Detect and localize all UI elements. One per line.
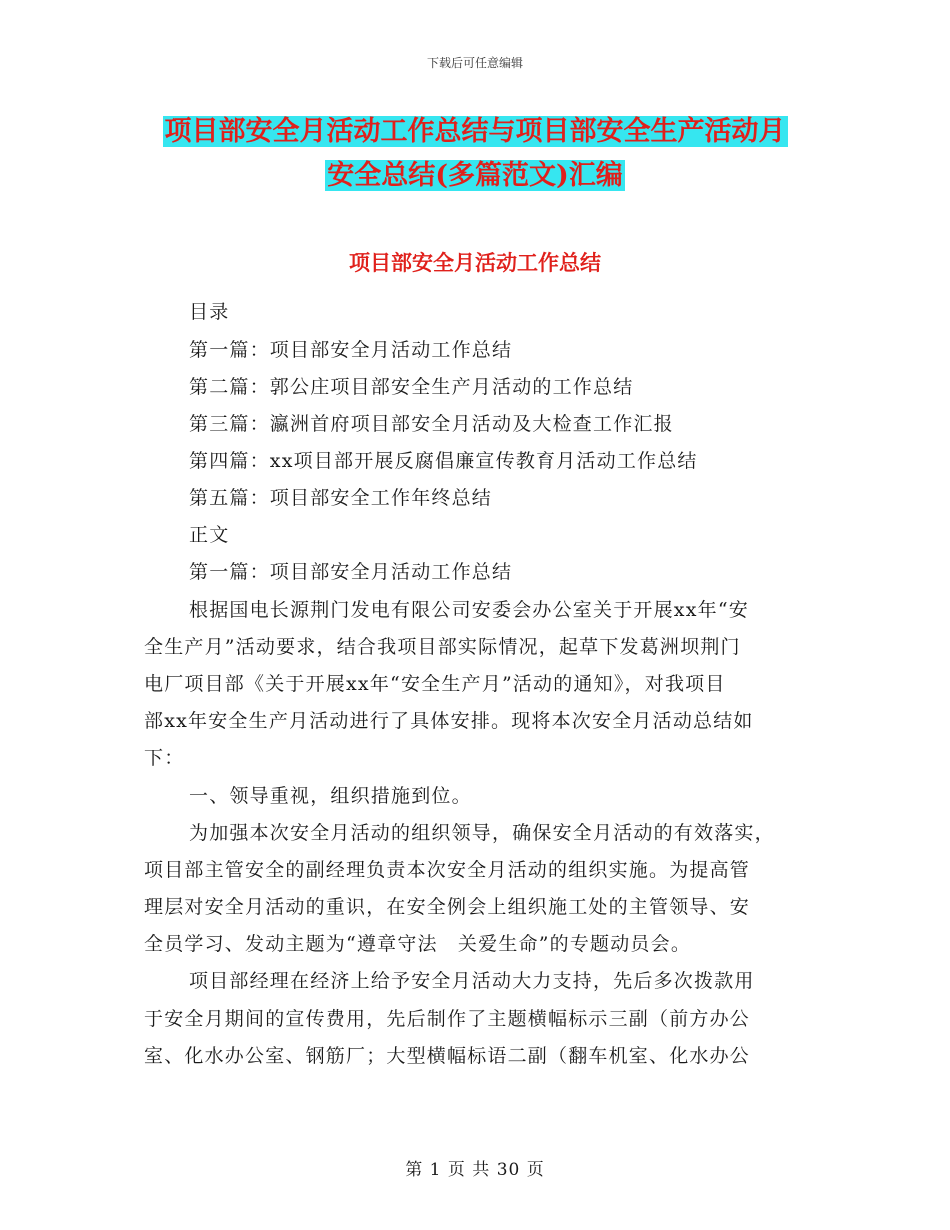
paragraph-line: 理层对安全月活动的重识，在安全例会上组织施工处的主管领导、安 <box>144 896 751 918</box>
paragraph-line: 全生产月”活动要求，结合我项目部实际情况，起草下发葛洲坝荆门 <box>144 636 741 658</box>
paragraph-line: 电厂项目部《关于开展xx年“安全生产月”活动的通知》，对我项目 <box>144 673 726 695</box>
toc-item: 第三篇：瀛洲首府项目部安全月活动及大检查工作汇报 <box>189 413 674 435</box>
paragraph-line: 项目部主管安全的副经理负责本次安全月活动的组织实施。为提高管 <box>144 859 751 881</box>
document-title-line-1 <box>0 112 950 152</box>
toc-item: 第四篇：xx项目部开展反腐倡廉宣传教育月活动工作总结 <box>189 450 698 472</box>
document-title-line-2 <box>0 156 950 196</box>
paragraph-line: 室、化水办公室、钢筋厂；大型横幅标语二副（翻车机室、化水办公 <box>144 1045 751 1067</box>
page-footer: 第 1 页 共 30 页 <box>405 1160 545 1180</box>
paragraph-line: 全员学习、发动主题为“遵章守法 关爱生命”的专题动员会。 <box>144 933 692 955</box>
paragraph-line: 于安全月期间的宣传费用，先后制作了主题横幅标示三副（前方办公 <box>144 1008 751 1030</box>
paragraph-line: 为加强本次安全月活动的组织领导，确保安全月活动的有效落实， <box>189 822 775 844</box>
toc-item: 第一篇：项目部安全月活动工作总结 <box>189 339 513 361</box>
toc-heading: 目录 <box>189 301 230 323</box>
section-subtitle: 项目部安全月活动工作总结 <box>349 250 601 275</box>
body-label: 正文 <box>189 524 230 546</box>
paragraph-line: 部xx年安全生产月活动进行了具体安排。现将本次安全月活动总结如 <box>144 710 754 732</box>
paragraph-line: 项目部经理在经济上给予安全月活动大力支持，先后多次拨款用 <box>189 970 755 992</box>
title-highlight-1: 项目部安全月活动工作总结与项目部安全生产活动月 <box>164 116 786 147</box>
toc-item: 第二篇：郭公庄项目部安全生产月活动的工作总结 <box>189 376 634 398</box>
toc-item: 第五篇：项目部安全工作年终总结 <box>189 487 493 509</box>
paragraph-line: 根据国电长源荆门发电有限公司安委会办公室关于开展xx年“安 <box>189 599 749 621</box>
title-highlight-2: 安全总结(多篇范文)汇编 <box>327 160 623 191</box>
body-section-title: 第一篇：项目部安全月活动工作总结 <box>189 561 513 583</box>
paragraph-heading: 一、领导重视，组织措施到位。 <box>189 785 472 807</box>
paragraph-line: 下： <box>144 747 185 769</box>
header-note: 下载后可任意编辑 <box>426 56 523 70</box>
